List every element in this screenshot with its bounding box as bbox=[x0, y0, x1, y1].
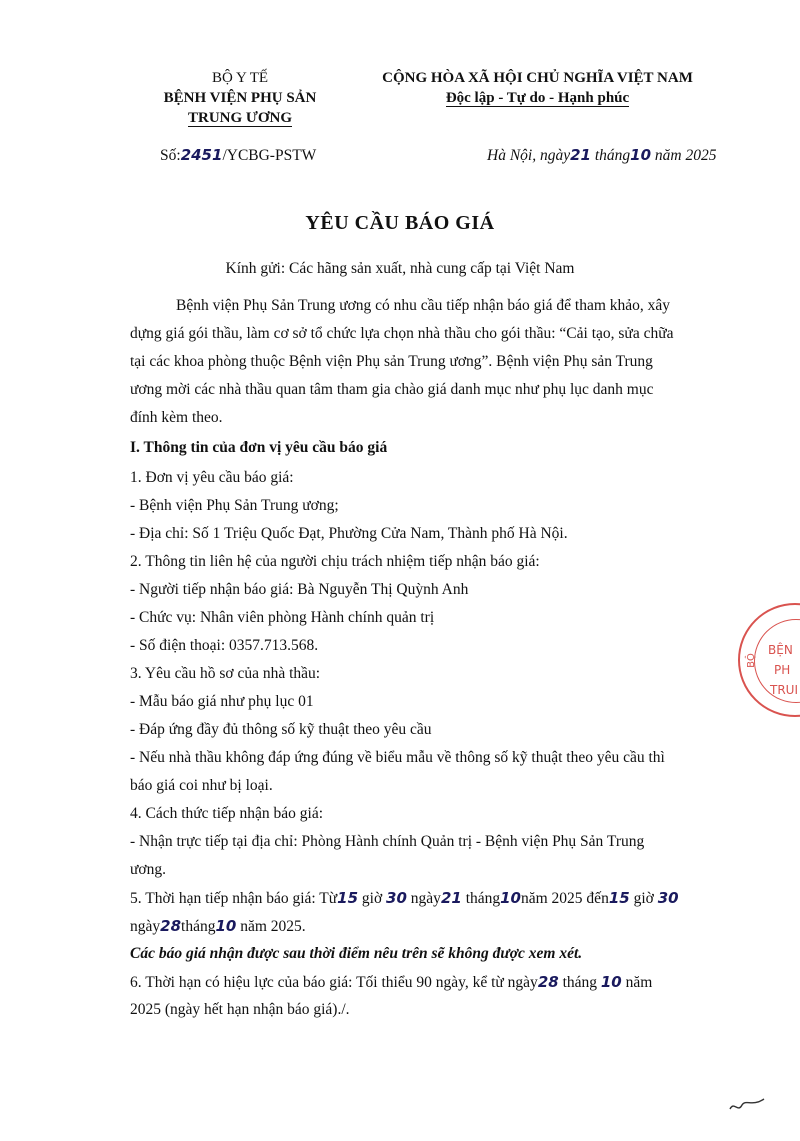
stamp-text: TRUI bbox=[770, 683, 798, 697]
item6-month: 10 bbox=[600, 973, 622, 991]
stamp-text: PH bbox=[774, 663, 791, 677]
item5-month2: 10 bbox=[215, 917, 237, 935]
intro-line-1: Bệnh viện Phụ Sản Trung ương có nhu cầu tiếp nhận báo giá để tham khảo, xây bbox=[176, 297, 671, 314]
late-quote-note: Các báo giá nhận được sau thời điểm nêu trên sẽ không được xem xét. bbox=[130, 945, 583, 962]
item5-text: tháng bbox=[465, 890, 501, 907]
body-line: - Chức vụ: Nhân viên phòng Hành chính quản trị bbox=[130, 609, 435, 626]
item5-text: 5. Thời hạn tiếp nhận báo giá: Từ bbox=[130, 890, 338, 907]
item5-text: ngày bbox=[410, 890, 441, 907]
item-5-line-1 bbox=[130, 889, 679, 908]
body-line: 1. Đơn vị yêu cầu báo giá: bbox=[130, 469, 294, 486]
stamp-text: BỘ bbox=[745, 653, 757, 668]
document-number bbox=[160, 146, 316, 165]
so-suffix: /YCBG-PSTW bbox=[222, 147, 317, 164]
item5-day2: 28 bbox=[160, 917, 182, 935]
body-line: - Số điện thoại: 0357.713.568. bbox=[130, 637, 319, 654]
body-line: - Địa chỉ: Số 1 Triệu Quốc Đạt, Phường Cửa Nam, Thành phố Hà Nội. bbox=[130, 525, 568, 542]
org-hospital-line2 bbox=[150, 108, 330, 128]
document-date bbox=[487, 146, 716, 165]
item5-text: giờ bbox=[633, 890, 654, 907]
item5-month1: 10 bbox=[500, 889, 521, 907]
item5-minute2: 30 bbox=[657, 889, 679, 907]
date-mid: tháng bbox=[590, 147, 631, 164]
body-line: - Mẫu báo giá như phụ lục 01 bbox=[130, 693, 314, 710]
item5-minute1: 30 bbox=[386, 889, 407, 907]
org-hospital: BỆNH VIỆN PHỤ SẢN bbox=[163, 90, 317, 106]
date-prefix: Hà Nội, ngày bbox=[487, 147, 571, 164]
item5-text: năm 2025. bbox=[240, 918, 306, 935]
intro-line-4: ương mời các nhà thầu quan tâm tham gia chào giá danh mục như phụ lục danh mục bbox=[130, 381, 654, 398]
initial-mark-icon bbox=[728, 1095, 768, 1115]
date-day-handwritten: 21 bbox=[570, 146, 591, 164]
hospital-stamp bbox=[738, 603, 800, 717]
body-line: - Nhận trực tiếp tại địa chỉ: Phòng Hành chính Quản trị - Bệnh viện Phụ Sản Trung bbox=[130, 833, 645, 850]
org-hospital-line2-text: TRUNG ƯƠNG bbox=[187, 110, 293, 126]
item6-day: 28 bbox=[537, 973, 559, 991]
org-ministry: BỘ Y TẾ bbox=[211, 70, 269, 86]
stamp-text: BỆN bbox=[768, 643, 793, 657]
document-title: YÊU CẦU BÁO GIÁ bbox=[305, 212, 495, 234]
intro-line-5: đính kèm theo. bbox=[130, 409, 223, 426]
body-line: - Nếu nhà thầu không đáp ứng đúng về biểu mẫu về thông số kỹ thuật theo yêu cầu thì bbox=[130, 749, 665, 766]
item5-text: giờ bbox=[361, 890, 383, 907]
so-prefix: Số: bbox=[160, 147, 181, 164]
so-number-handwritten: 2451 bbox=[180, 146, 223, 164]
item-5-line-2 bbox=[130, 917, 306, 936]
item-6-line-2: 2025 (ngày hết hạn nhận báo giá)./. bbox=[130, 1001, 350, 1018]
body-line: 4. Cách thức tiếp nhận báo giá: bbox=[130, 805, 324, 822]
item5-day1: 21 bbox=[440, 889, 462, 907]
item5-text: tháng bbox=[181, 918, 216, 935]
body-line: - Người tiếp nhận báo giá: Bà Nguyễn Thị Quỳnh Anh bbox=[130, 581, 469, 598]
recipient: Kính gửi: Các hãng sản xuất, nhà cung cấp tại Việt Nam bbox=[225, 260, 575, 277]
item5-text: ngày bbox=[130, 918, 161, 935]
date-suffix: năm 2025 bbox=[651, 147, 717, 164]
body-line: 3. Yêu cầu hồ sơ của nhà thầu: bbox=[130, 665, 321, 682]
intro-line-2: dựng giá gói thầu, làm cơ sở tổ chức lựa chọn nhà thầu cho gói thầu: “Cải tạo, sửa chữa bbox=[130, 325, 674, 342]
body-line: ương. bbox=[130, 861, 166, 878]
intro-line-3: tại các khoa phòng thuộc Bệnh viện Phụ sản Trung ương”. Bệnh viện Phụ sản Trung bbox=[130, 353, 653, 370]
body-line: - Bệnh viện Phụ Sản Trung ương; bbox=[130, 497, 339, 514]
body-line: 2. Thông tin liên hệ của người chịu trách nhiệm tiếp nhận báo giá: bbox=[130, 553, 540, 570]
item5-hour1: 15 bbox=[337, 889, 359, 907]
body-line: báo giá coi như bị loại. bbox=[130, 777, 273, 794]
item6-text: 6. Thời hạn có hiệu lực của báo giá: Tối thiểu 90 ngày, kể từ ngày bbox=[130, 974, 538, 991]
item6-text: năm bbox=[625, 974, 653, 991]
item-6-line-1 bbox=[130, 973, 652, 992]
date-month-handwritten: 10 bbox=[630, 146, 652, 164]
nation-motto bbox=[355, 88, 720, 108]
body-line: - Đáp ứng đầy đủ thông số kỹ thuật theo yêu cầu bbox=[130, 721, 432, 738]
item5-hour2: 15 bbox=[608, 889, 630, 907]
item6-text: tháng bbox=[562, 974, 597, 991]
nation-title: CỘNG HÒA XÃ HỘI CHỦ NGHĨA VIỆT NAM bbox=[382, 70, 693, 86]
section-1-heading: I. Thông tin của đơn vị yêu cầu báo giá bbox=[130, 439, 388, 456]
nation-motto-text: Độc lập - Tự do - Hạnh phúc bbox=[445, 90, 630, 106]
item5-text: năm 2025 đến bbox=[521, 890, 609, 907]
